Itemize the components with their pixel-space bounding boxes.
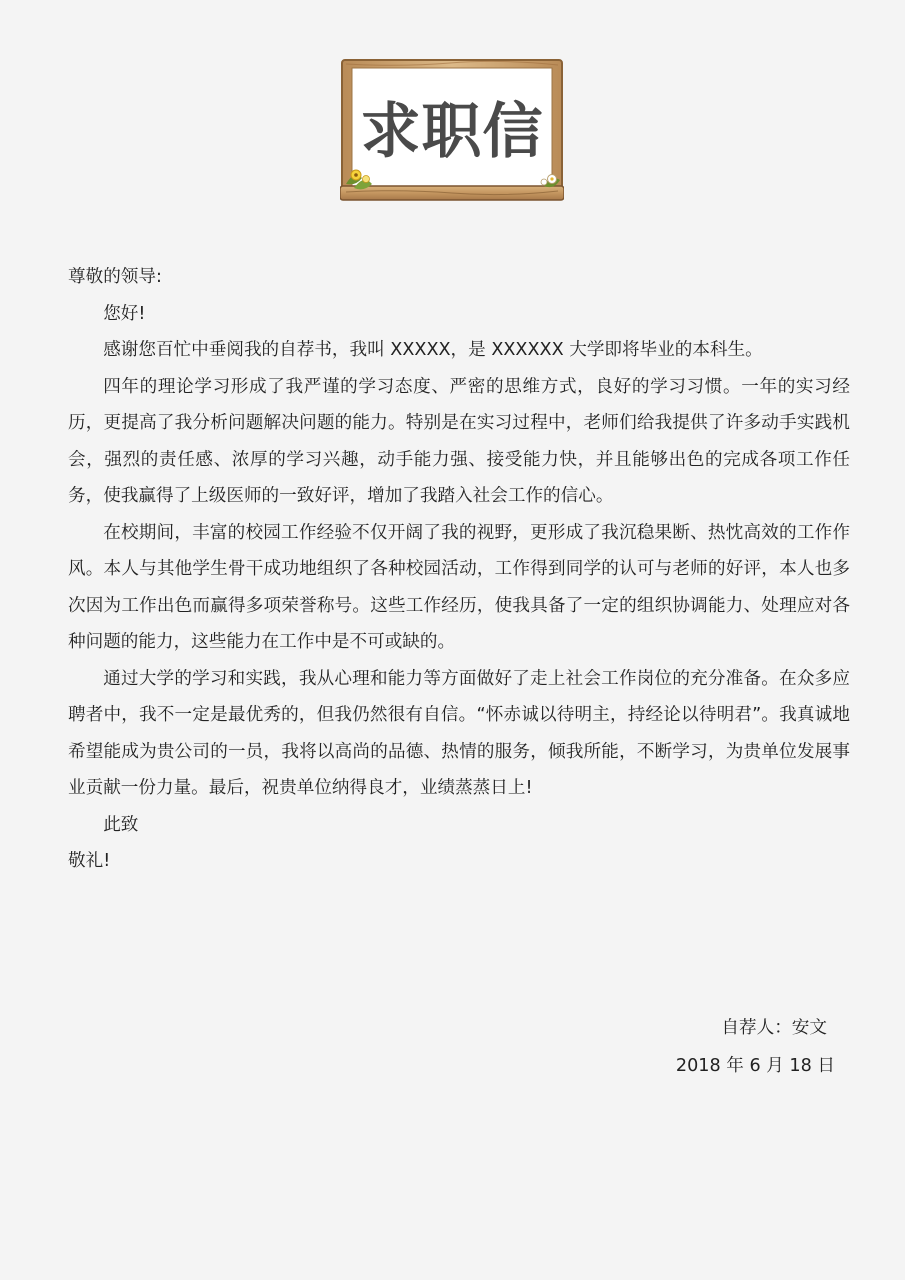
paragraph-intro: 感谢您百忙中垂阅我的自荐书，我叫 XXXXX，是 XXXXXX 大学即将毕业的本科生。 xyxy=(103,340,763,360)
title-sign xyxy=(340,58,564,204)
salutation: 尊敬的领导: xyxy=(68,267,162,287)
letter-body xyxy=(68,259,850,880)
signature-name: 自荐人：安文 xyxy=(721,1018,827,1038)
paragraph-campus: 在校期间，丰富的校园工作经验不仅开阔了我的视野，更形成了我沉稳果断、热忱高效的工作作风。本人与其他学生骨干成功地组织了各种校园活动，工作得到同学的认可与老师的好评，本人也多次因为工作出色而赢得多项荣誉称号。这些工作经历，使我具备了一定的组织协调能力、处理应对各种问题的能力，这些能力在工作中是不可或缺的。 xyxy=(68,522,850,652)
greeting: 您好! xyxy=(103,303,146,324)
regards: 敬礼! xyxy=(68,851,111,871)
closing: 此致 xyxy=(103,814,139,835)
signature-date: 2018 年 6 月 18 日 xyxy=(675,1056,835,1076)
page-title: 求职信 xyxy=(360,97,544,167)
paragraph-study: 四年的理论学习形成了我严谨的学习态度、严密的思维方式，良好的学习习惯。一年的实习经历，更提高了我分析问题解决问题的能力。特别是在实习过程中，老师们给我提供了许多动手实践机会，强烈的责任感、浓厚的学习兴趣，动手能力强、接受能力快，并且能够出色的完成各项工作任务，使我赢得了上级医师的一致好评，增加了我踏入社会工作的信心。 xyxy=(68,376,850,506)
paragraph-confidence: 通过大学的学习和实践，我从心理和能力等方面做好了走上社会工作岗位的充分准备。在众多应聘者中，我不一定是最优秀的，但我仍然很有自信。“怀赤诚以待明主，持经论以待明君”。我真诚地希望能成为贵公司的一员，我将以高尚的品德、热情的服务，倾我所能，不断学习，为贵单位发展事业贡献一份力量。最后，祝贵单位纳得良才，业绩蒸蒸日上! xyxy=(68,668,850,798)
